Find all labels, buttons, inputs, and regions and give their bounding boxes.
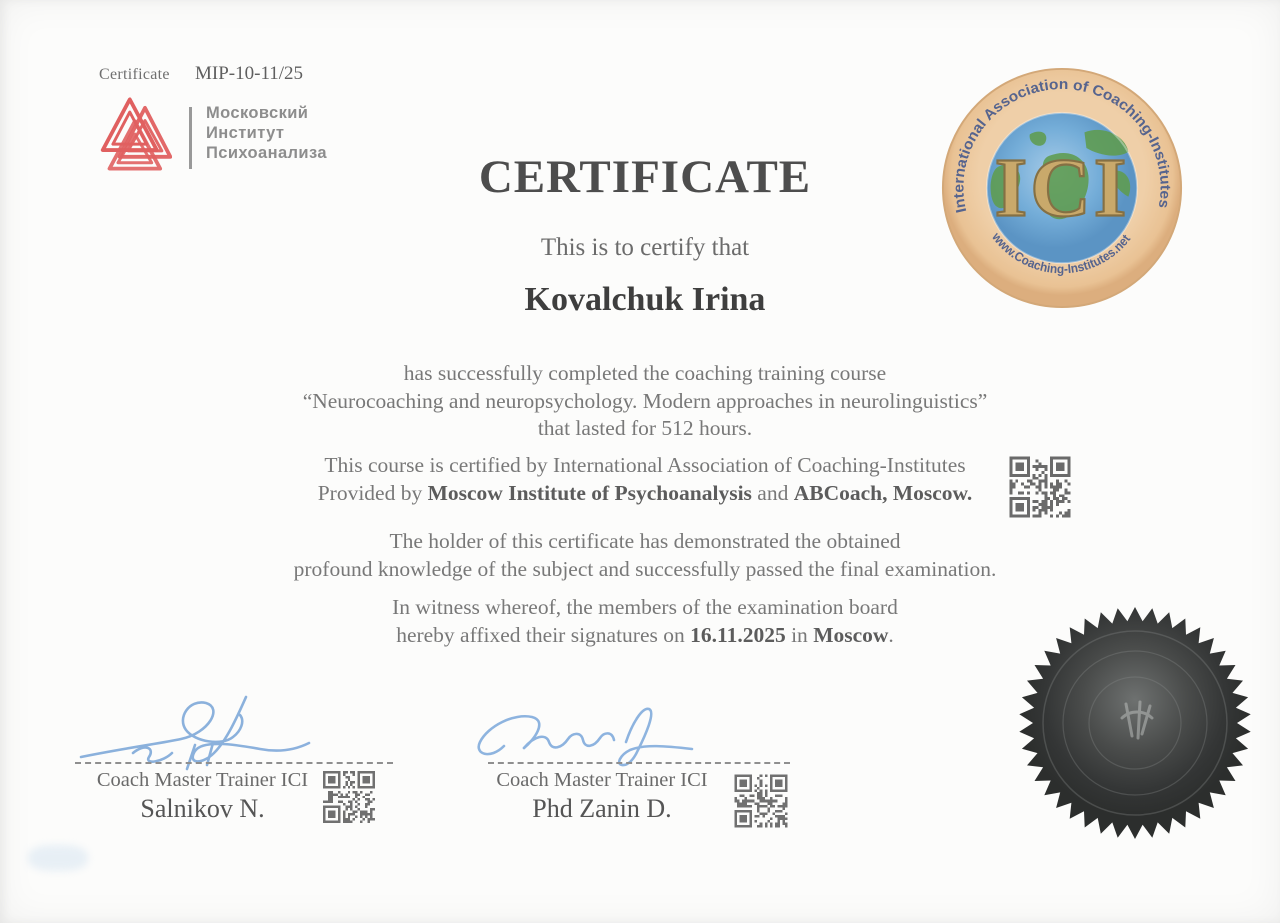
- holder-paragraph: [145, 528, 1145, 583]
- course-title-line: “Neurocoaching and neuropsychology. Modern approaches in neurolinguistics”: [302, 388, 988, 413]
- provider-2: ABCoach, Moscow.: [793, 480, 973, 505]
- witness-date: 16.11.2025: [690, 622, 786, 647]
- signatory-1-role: Coach Master Trainer ICI: [96, 769, 309, 791]
- signature-line-2: [488, 762, 790, 764]
- certify-line: This is to certify that: [540, 234, 750, 261]
- witness-in: in: [785, 622, 814, 647]
- provider-1: Moscow Institute of Psychoanalysis: [427, 480, 752, 505]
- witness-line: In witness whereof, the members of the examination board: [392, 595, 898, 619]
- witness-city: Moscow: [813, 622, 889, 647]
- recipient-name: Kovalchuk Irina: [524, 281, 766, 318]
- certification-paragraph: [145, 452, 1145, 507]
- signature-1: [75, 693, 330, 778]
- certificate-qr-code: [1008, 455, 1072, 519]
- signatory-1-name: Salnikov N.: [140, 794, 265, 823]
- seal-bottom-arc-text: www.Coaching-Institutes.net: [989, 230, 1134, 277]
- scan-smudge: [28, 845, 88, 871]
- signature-line-1: [75, 762, 393, 764]
- signatory-2-name: Phd Zanin D.: [532, 794, 672, 823]
- course-hours-line: that lasted for 512 hours.: [537, 416, 753, 440]
- institute-name-line: Институт: [206, 124, 285, 142]
- institute-name-line: Московский: [206, 104, 309, 122]
- holder-line: profound knowledge of the subject and successfully passed the final examination.: [293, 556, 997, 581]
- provided-by-prefix: Provided by: [317, 480, 428, 505]
- witness-date-line: [145, 622, 1145, 650]
- witness-paragraph: [145, 594, 1145, 649]
- signatory-1-qr-code: [322, 770, 376, 824]
- certificate-label: Certificate: [99, 66, 170, 83]
- signatory-2-qr-code: [733, 773, 789, 829]
- signatory-2-role: Coach Master Trainer ICI: [496, 769, 708, 791]
- certificate-number: MIP-10-11/25: [195, 63, 304, 84]
- witness-prefix: hereby affixed their signatures on: [396, 622, 691, 647]
- course-line: has successfully completed the coaching training course: [403, 361, 887, 385]
- witness-period: .: [888, 622, 894, 647]
- provided-by-line: [145, 480, 1145, 508]
- certified-by-line: This course is certified by International Association of Coaching-Institutes: [324, 453, 966, 477]
- certificate-title: CERTIFICATE: [478, 151, 812, 203]
- course-paragraph: [145, 360, 1145, 443]
- holder-line: The holder of this certificate has demonstrated the obtained: [389, 529, 901, 553]
- embossed-foil-seal: [1018, 606, 1252, 840]
- provided-by-and: and: [751, 480, 794, 505]
- seal-ici-letters: ICI: [994, 141, 1130, 235]
- seal-top-arc-text: International Association of Coaching-Institutes: [951, 76, 1173, 215]
- seal-starburst: [1019, 607, 1250, 839]
- institute-name-line: Психоанализа: [206, 144, 327, 162]
